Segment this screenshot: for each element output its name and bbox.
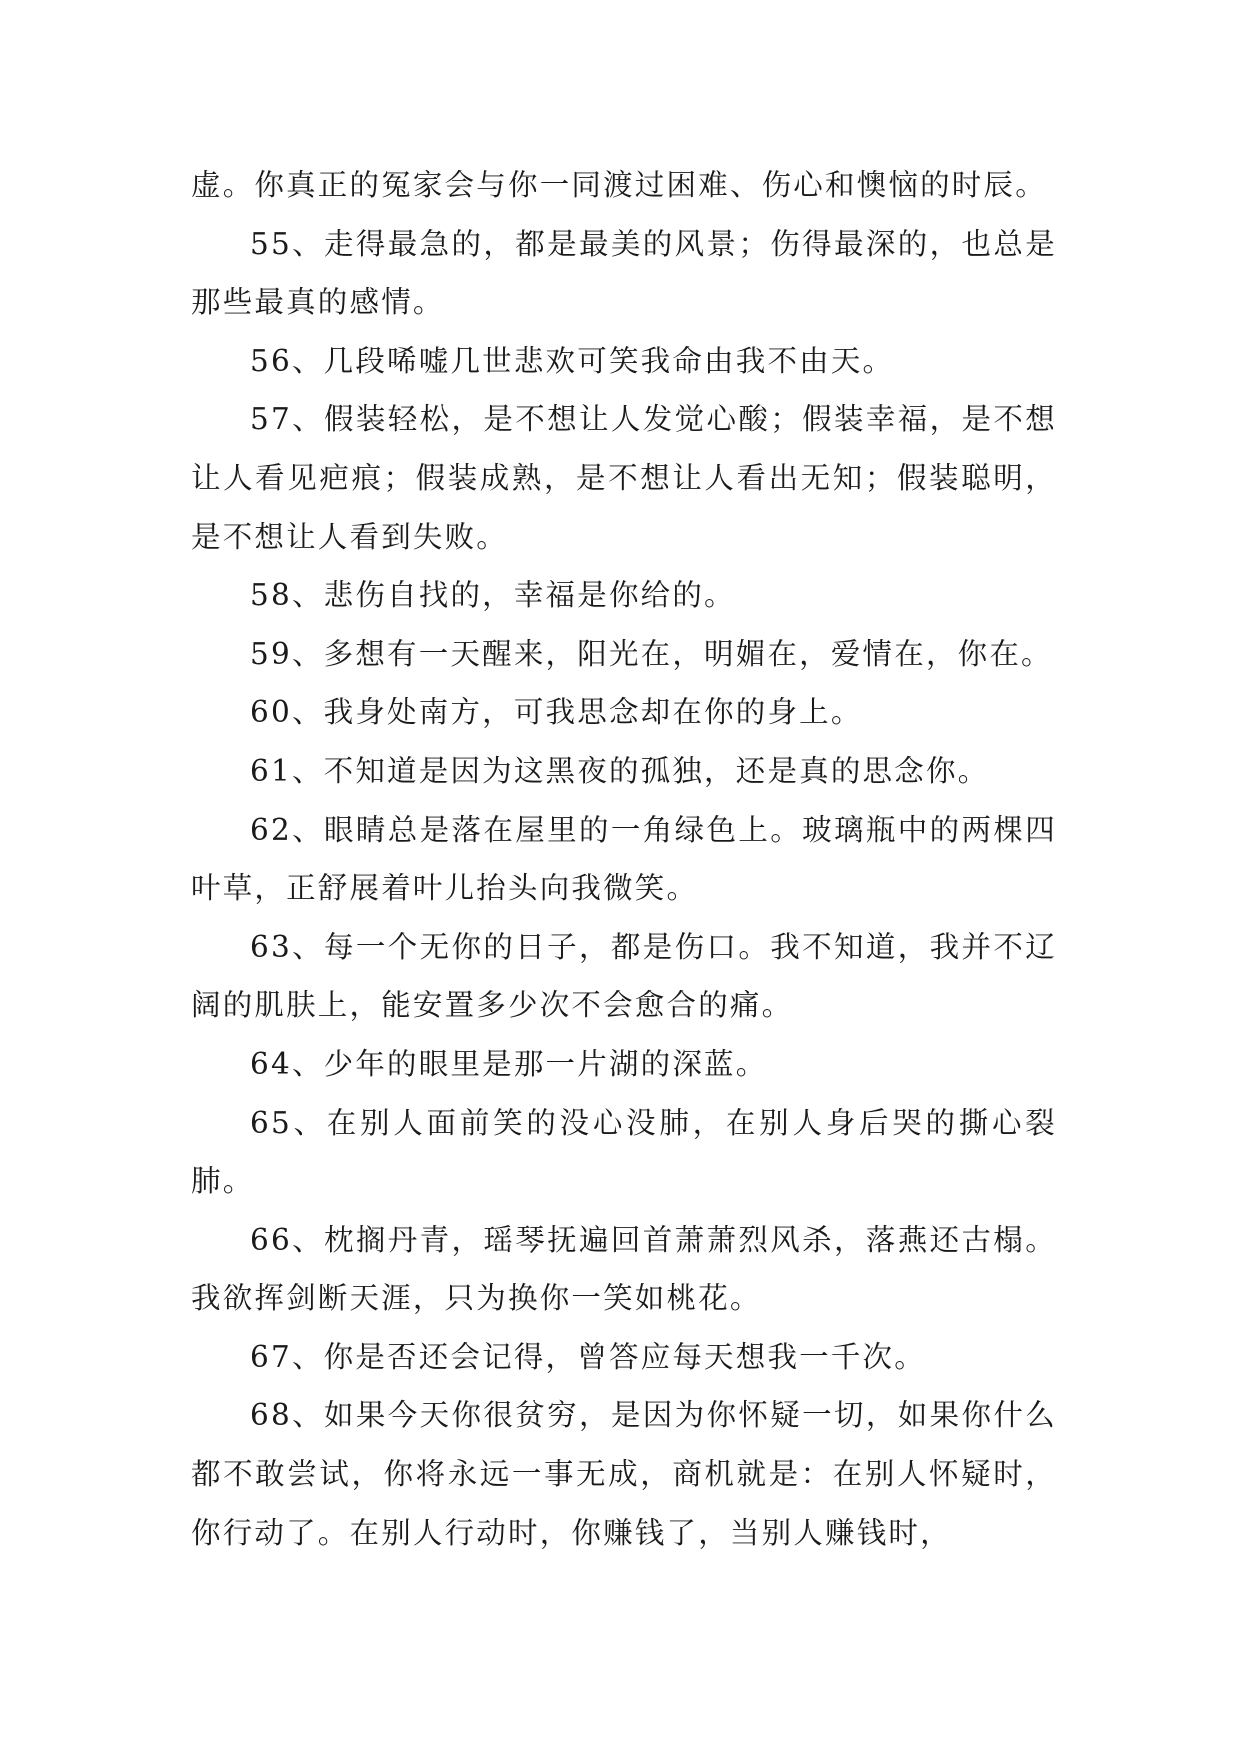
document-body	[191, 156, 1057, 1562]
paragraph-62: 62、眼睛总是落在屋里的一角绿色上。玻璃瓶中的两棵四叶草，正舒展着叶儿抬头向我微笑。	[191, 812, 1057, 906]
paragraph-67: 67、你是否还会记得，曾答应每天想我一千次。	[250, 1339, 926, 1374]
paragraph-57: 57、假装轻松，是不想让人发觉心酸；假装幸福，是不想让人看见疤痕；假装成熟，是不想让人看出无知；假装聪明，是不想让人看到失败。	[191, 402, 1057, 554]
paragraph-65: 65、在别人面前笑的没心没肺，在别人身后哭的撕心裂肺。	[191, 1105, 1057, 1199]
paragraph-64: 64、少年的眼里是那一片湖的深蓝。	[250, 1046, 768, 1081]
paragraph-68: 68、如果今天你很贫穷，是因为你怀疑一切，如果你什么都不敢尝试，你将永远一事无成，商机就是：在别人怀疑时，你行动了。在别人行动时，你赚钱了，当别人赚钱时，	[191, 1398, 1057, 1550]
paragraph-55: 55、走得最急的，都是最美的风景；伤得最深的，也总是那些最真的感情。	[191, 226, 1057, 320]
paragraph-continuation: 虚。你真正的冤家会与你一同渡过困难、伤心和懊恼的时辰。	[191, 168, 1047, 202]
paragraph-63: 63、每一个无你的日子，都是伤口。我不知道，我并不辽阔的肌肤上，能安置多少次不会愈合的痛。	[191, 929, 1057, 1023]
paragraph-60: 60、我身处南方，可我思念却在你的身上。	[250, 695, 863, 730]
paragraph-58: 58、悲伤自找的，幸福是你给的。	[250, 578, 736, 613]
paragraph-61: 61、不知道是因为这黑夜的孤独，还是真的思念你。	[250, 753, 990, 788]
paragraph-59: 59、多想有一天醒来，阳光在，明媚在，爱情在，你在。	[250, 636, 1053, 671]
paragraph-56: 56、几段唏嘘几世悲欢可笑我命由我不由天。	[250, 343, 895, 378]
paragraph-66: 66、枕搁丹青，瑶琴抚遍回首萧萧烈风杀，落燕还古榻。我欲挥剑断天涯，只为换你一笑如桃花。	[191, 1222, 1057, 1316]
